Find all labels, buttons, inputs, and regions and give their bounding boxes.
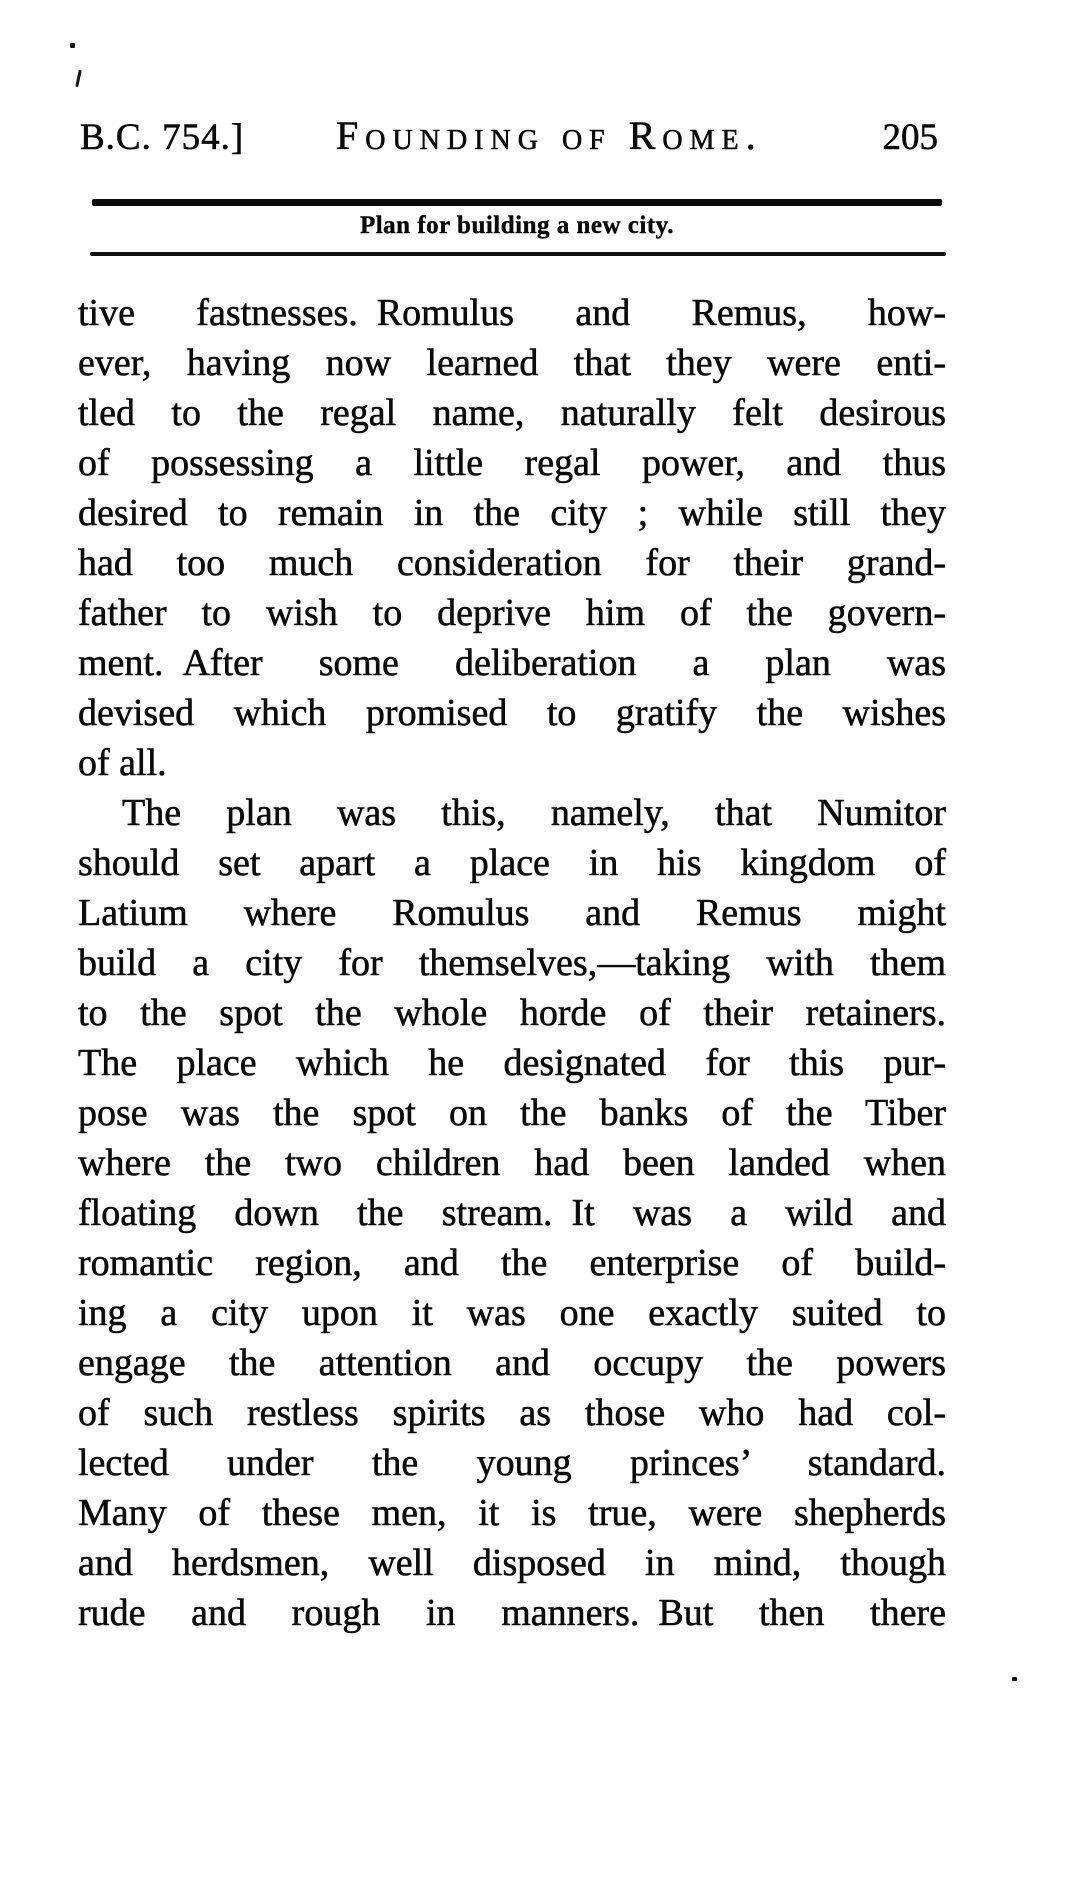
- text-line: desired to remain in the city ; while still they: [78, 492, 946, 534]
- text-line: should set apart a place in his kingdom of: [78, 842, 946, 884]
- text-line: father to wish to deprive him of the govern-: [78, 592, 946, 634]
- text-line: floating down the stream. It was a wild and: [78, 1192, 946, 1234]
- page-header: [80, 112, 938, 159]
- header-rule-thick: [92, 199, 942, 206]
- text-line: pose was the spot on the banks of the Tiber: [78, 1092, 946, 1134]
- text-line: ment. After some deliberation a plan was: [78, 642, 946, 684]
- text-line: ever, having now learned that they were enti-: [78, 342, 946, 384]
- text-line: The plan was this, namely, that Numitor: [122, 792, 946, 834]
- text-line: The place which he designated for this pur-: [78, 1042, 946, 1084]
- header-date-label: B.C. 754.]: [80, 117, 245, 158]
- text-line: tled to the regal name, naturally felt desirous: [78, 392, 946, 434]
- text-line: tive fastnesses. Romulus and Remus, how-: [78, 292, 946, 334]
- text-line: build a city for themselves,—taking with them: [78, 942, 946, 984]
- scan-speck: [75, 70, 81, 87]
- scan-speck: [70, 43, 75, 48]
- text-line: engage the attention and occupy the powers: [78, 1342, 946, 1384]
- text-line: had too much consideration for their grand-: [78, 542, 946, 584]
- header-running-title: Founding of Rome.: [336, 113, 763, 158]
- body-lines: [78, 288, 946, 1638]
- text-line: of possessing a little regal power, and thus: [78, 442, 946, 484]
- text-line: ing a city upon it was one exactly suited to: [78, 1292, 946, 1334]
- header-page-number: 205: [882, 117, 938, 158]
- text-line: devised which promised to gratify the wishes: [78, 692, 946, 734]
- section-heading: Plan for building a new city.: [359, 212, 675, 239]
- header-rule-thin: [90, 252, 946, 256]
- text-line: Latium where Romulus and Remus might: [78, 892, 946, 934]
- text-line: of all.: [78, 742, 167, 784]
- text-line: and herdsmen, well disposed in mind, though: [78, 1542, 946, 1584]
- text-line: Many of these men, it is true, were shepherds: [78, 1492, 946, 1534]
- text-line: rude and rough in manners. But then there: [78, 1592, 946, 1634]
- text-line: romantic region, and the enterprise of build-: [78, 1242, 946, 1284]
- text-line: where the two children had been landed when: [78, 1142, 946, 1184]
- text-line: lected under the young princes’ standard.: [78, 1442, 946, 1484]
- scan-speck: [1012, 1677, 1017, 1681]
- text-line: of such restless spirits as those who had col-: [78, 1392, 946, 1434]
- text-line: to the spot the whole horde of their retainers.: [78, 992, 946, 1034]
